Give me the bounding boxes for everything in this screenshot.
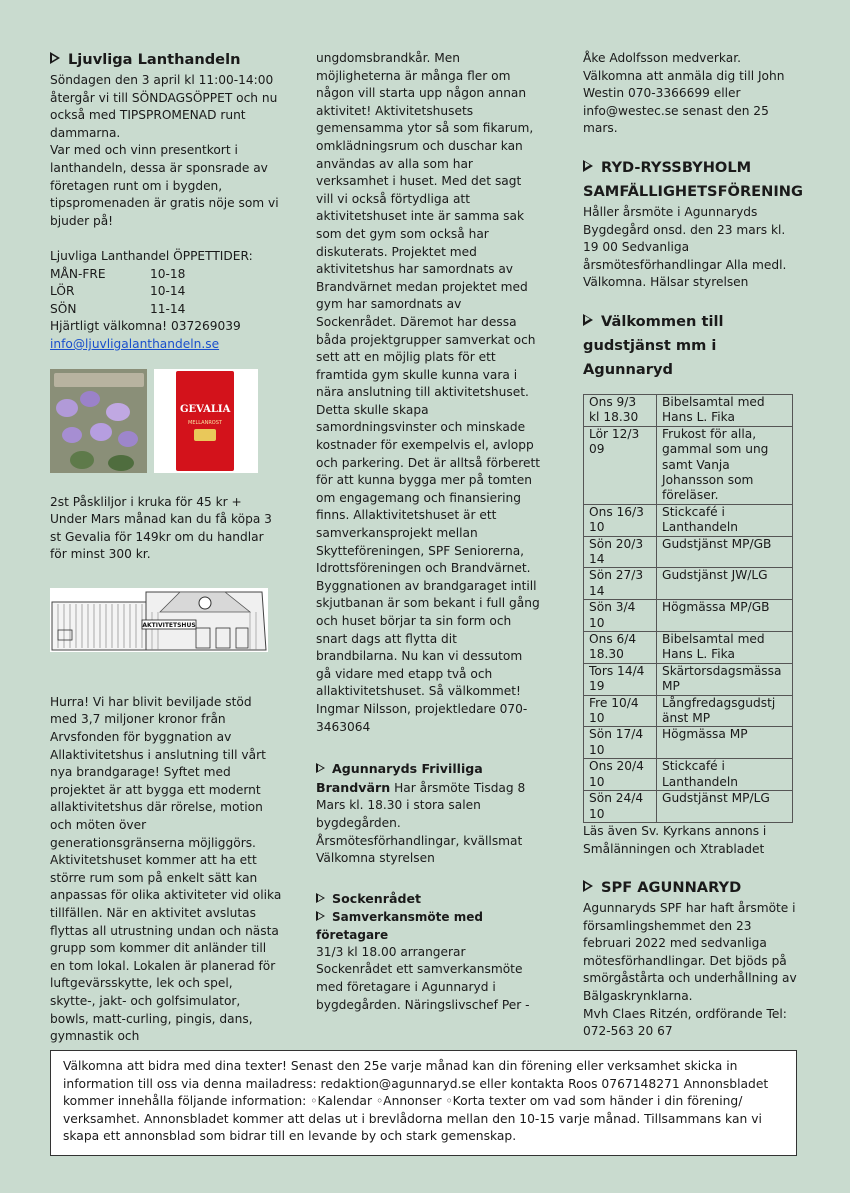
schedule-time: 19 xyxy=(589,679,605,694)
schedule-date-cell xyxy=(584,394,657,426)
column-3 xyxy=(583,50,803,1041)
schedule-day: Ons 9/3 xyxy=(589,394,637,409)
building-sign: AKTIVITETSHUS xyxy=(142,621,196,629)
schedule-day: Ons 20/4 xyxy=(589,759,644,774)
church-heading: Välkommen till gudstjänst mm i Agunnaryd xyxy=(583,312,724,378)
schedule-time: kl 18.30 xyxy=(589,410,639,425)
schedule-day: Sön 20/3 xyxy=(589,536,644,551)
schedule-event: Bibelsamtal med Hans L. Fika xyxy=(657,394,793,426)
article-signature: Ingmar Nilsson, projektledare 070-3463064 xyxy=(316,701,528,734)
column-1 xyxy=(50,48,282,1046)
schedule-date-cell xyxy=(584,568,657,600)
offer-text: 2st Påskliljor i kruka för 45 kr + Under Mars månad kan du få köpa 3 st Gevalia för 149kr om du handlar för minst 300 kr. xyxy=(50,494,272,562)
spf-heading: SPF AGUNNARYD xyxy=(583,876,803,900)
schedule-date-cell xyxy=(584,504,657,536)
schedule-day: Sön 3/4 xyxy=(589,600,636,615)
schedule-date-cell xyxy=(584,536,657,568)
column-2 xyxy=(316,50,541,1014)
sockenradet-text: 31/3 kl 18.00 arrangerar Sockenrådet ett samverkansmöte med företagare i Agunnaryd i bygdegården. Näringslivschef Per - xyxy=(316,944,530,1012)
schedule-row xyxy=(584,426,793,504)
schedule-row xyxy=(584,791,793,823)
opening-hours xyxy=(50,266,282,319)
brandvarn-heading: Agunnaryds Frivilliga Brandvärn xyxy=(316,761,483,795)
schedule-day: Sön 24/4 xyxy=(589,791,644,806)
schedule-time: 10 xyxy=(589,806,605,821)
schedule-day: Sön 17/4 xyxy=(589,727,644,742)
lanthandeln-heading: Ljuvliga Lanthandeln xyxy=(50,48,282,72)
schedule-event: Stickcafé i Lanthandeln xyxy=(657,504,793,536)
schedule-time: 14 xyxy=(589,583,605,598)
triangle-bullet-icon xyxy=(583,880,593,892)
schedule-day: Fre 10/4 xyxy=(589,695,639,710)
schedule-row xyxy=(584,536,793,568)
lanthandeln-intro: Söndagen den 3 april kl 11:00-14:00 återgår vi till SÖNDAGSÖPPET och nu också med TIPSPROMENAD runt dammarna. xyxy=(50,73,278,140)
church-schedule-table xyxy=(583,394,793,823)
activity-house-drawing xyxy=(50,588,268,652)
gevalia-brand: GEVALIA xyxy=(180,403,231,415)
triangle-bullet-icon xyxy=(50,52,60,64)
schedule-time: 10 xyxy=(589,774,605,789)
hours-time: 10-18 xyxy=(150,266,186,281)
hours-day: LÖR xyxy=(50,284,75,299)
schedule-day: Ons 16/3 xyxy=(589,504,644,519)
gevalia-pack xyxy=(176,371,234,471)
sockenradet-continued: Åke Adolfsson medverkar. Välkomna att anmäla dig till John Westin 070-3366699 eller info@westec.se senast den 25 mars. xyxy=(583,51,785,136)
spf-text: Agunnaryds SPF har haft årsmöte i församlingshemmet den 23 februari 2022 med sedvanliga mötesförhandlingar. Det bjöds på smörgåstårta och underhållning av Bälgaskrynklarna. xyxy=(583,901,797,1004)
schedule-time: 10 xyxy=(589,615,605,630)
hours-title: Ljuvliga Lanthandel ÖPPETTIDER: xyxy=(50,248,253,263)
triangle-bullet-icon xyxy=(316,893,325,903)
submission-info-text: Välkomna att bidra med dina texter! Senast den 25e varje månad kan din förening eller verksamhet skicka in information till oss via denna mailadress: redaktion@agunnaryd.se eller kontakta Roos 0767148271 Annonsbladet kommer innehålla följande information: ◦Kalendar ◦Annonser ◦Korta texter om vad som händer i din förening/ verksamhet. Annonsbladet kommer att delas ut i brevlådorna mellan den 10-15 varje månad. Tillsammans kan vi skapa ett annonsblad som bidrar till en levande by och stark gemenskap. xyxy=(63,1059,769,1144)
submission-info-box xyxy=(50,1050,797,1156)
see-also-text: Läs även Sv. Kyrkans annons i Smålänningen och Xtrabladet xyxy=(583,823,767,856)
schedule-time: 10 xyxy=(589,742,605,757)
schedule-row xyxy=(584,394,793,426)
schedule-row xyxy=(584,759,793,791)
schedule-row xyxy=(584,695,793,727)
schedule-date-cell xyxy=(584,791,657,823)
gevalia-coffee-photo xyxy=(154,369,258,473)
schedule-event: Gudstjänst MP/LG xyxy=(657,791,793,823)
schedule-date-cell xyxy=(584,600,657,632)
schedule-day: Tors 14/4 xyxy=(589,663,645,678)
schedule-row xyxy=(584,568,793,600)
schedule-event: Långfredagsgudstj änst MP xyxy=(657,695,793,727)
schedule-time: 09 xyxy=(589,442,605,457)
schedule-day: Ons 6/4 xyxy=(589,632,637,647)
hours-time: 11-14 xyxy=(150,301,186,316)
schedule-row xyxy=(584,504,793,536)
article-continued: ungdomsbrandkår. Men möjligheterna är många fler om någon vill starta upp någon annan aktivitet! Aktivitetshusets gemensamma ytor så som fikarum, omklädningsrum och duschar kan användas av alla som har verksamhet i huset. Med det sagt vill vi också förtydliga att aktivitetshuset inte är samma sak som det gym som också har diskuterats. Projektet med aktivitetshus har samordnats av Brandvärnet medan projektet med gym har samordnats av Sockenrådet. Däremot har dessa båda projektgrupper samverkat och sett att en möjlig plats för ett framtida gym skulle kunna vara i nära anslutning till aktivitetshuset. Detta skulle skapa samordningsvinster och minskade kostnader för exempelvis el, avlopp och parkering. Det är alltså förberett för att kunna bygga mer på tomten om engagemang och finansiering finns. Allaktivitetshuset är ett samverkansprojekt mellan Skytteföreningen, SPF Seniorerna, Idrottsföreningen och Brandvärnet. Byggnationen av brandgaraget intill skjutbanan är som bekant i full gång och huset börjar ta sin form och snart dags att flytta dit brandbilarna. Nu kan vi dessutom gå vidare med etapp två och allaktivitetshuset. Så välkommet! xyxy=(316,51,541,699)
schedule-row xyxy=(584,663,793,695)
email-link[interactable]: info@ljuvligalanthandeln.se xyxy=(50,336,220,351)
ryd-heading: RYD-RYSSBYHOLM SAMFÄLLIGHETSFÖRENING xyxy=(583,158,803,200)
schedule-event: Stickcafé i Lanthandeln xyxy=(657,759,793,791)
product-images xyxy=(50,369,282,473)
activity-house-article: Hurra! Vi har blivit beviljade stöd med 3,7 miljoner kronor från Arvsfonden för byggnation av Allaktivitetshus i anslutning till vårt nya brandgarage! Syftet med projektet är att bygga ett modernt allaktivitetshus där rörelse, motion och möten över generationsgränserna möjliggörs. Aktivitetshuset kommer att ha ett större rum som på enkelt sätt kan anpassas för olika aktiviteter vid olika tillfällen. När en aktivitet avslutas flyttas all utrustning undan och nästa grupp som kommer dit anländer till en tom lokal. Lokalen är planerad för luftgevärsskytte, lek och spel, skytte-, jakt- och golfsimulator, bowls, matt-curling, pingis, dans, gymnastik och xyxy=(50,694,282,1044)
triangle-bullet-icon xyxy=(316,763,325,773)
hours-day: SÖN xyxy=(50,301,77,316)
hours-day: MÅN-FRE xyxy=(50,266,106,281)
sockenradet-subheading: Samverkansmöte med företagare xyxy=(316,909,483,942)
schedule-date-cell xyxy=(584,759,657,791)
schedule-row xyxy=(584,632,793,664)
spf-signature: Mvh Claes Ritzén, ordförande Tel: 072-563 20 67 xyxy=(583,1006,787,1039)
schedule-event: Högmässa MP/GB xyxy=(657,600,793,632)
ryd-text: Håller årsmöte i Agunnaryds Bygdegård onsd. den 23 mars kl. 19 00 Sedvanliga årsmötesförhandlingar Alla medl. Välkomna. Hälsar styrelsen xyxy=(583,204,787,290)
brandvarn-text: Har årsmöte Tisdag 8 Mars kl. 18.30 i stora salen bygdegården. Årsmötesförhandlingar, kvällsmat Välkomna styrelsen xyxy=(316,780,526,866)
schedule-event: Högmässa MP xyxy=(657,727,793,759)
schedule-time: 10 xyxy=(589,520,605,535)
gevalia-badge xyxy=(194,429,216,441)
schedule-date-cell xyxy=(584,727,657,759)
schedule-date-cell xyxy=(584,663,657,695)
schedule-event: Skärtorsdagsmässa MP xyxy=(657,663,793,695)
schedule-row xyxy=(584,600,793,632)
flowers-photo xyxy=(50,369,147,473)
schedule-event: Bibelsamtal med Hans L. Fika xyxy=(657,632,793,664)
triangle-bullet-icon xyxy=(583,314,593,326)
schedule-date-cell xyxy=(584,426,657,504)
triangle-bullet-icon xyxy=(583,160,593,172)
schedule-event: Frukost för alla, gammal som ung samt Vanja Johansson som föreläser. xyxy=(657,426,793,504)
welcome-phone: Hjärtligt välkomna! 037269039 xyxy=(50,319,241,334)
gevalia-sub: MELLANROST xyxy=(188,419,222,426)
schedule-date-cell xyxy=(584,632,657,664)
schedule-event: Gudstjänst JW/LG xyxy=(657,568,793,600)
hours-time: 10-14 xyxy=(150,284,186,299)
triangle-bullet-icon xyxy=(316,911,325,921)
schedule-time: 18.30 xyxy=(589,647,624,662)
sockenradet-heading: Sockenrådet xyxy=(316,890,541,908)
lanthandeln-contest: Var med och vinn presentkort i lanthandeln, dessa är sponsrade av företagen runt om i bygden, tipspromenaden är gratis nöje som vi bjuder på! xyxy=(50,143,279,228)
schedule-time: 10 xyxy=(589,711,605,726)
schedule-day: Sön 27/3 xyxy=(589,568,644,583)
schedule-date-cell xyxy=(584,695,657,727)
schedule-day: Lör 12/3 xyxy=(589,426,640,441)
schedule-event: Gudstjänst MP/GB xyxy=(657,536,793,568)
schedule-row xyxy=(584,727,793,759)
schedule-time: 14 xyxy=(589,552,605,566)
